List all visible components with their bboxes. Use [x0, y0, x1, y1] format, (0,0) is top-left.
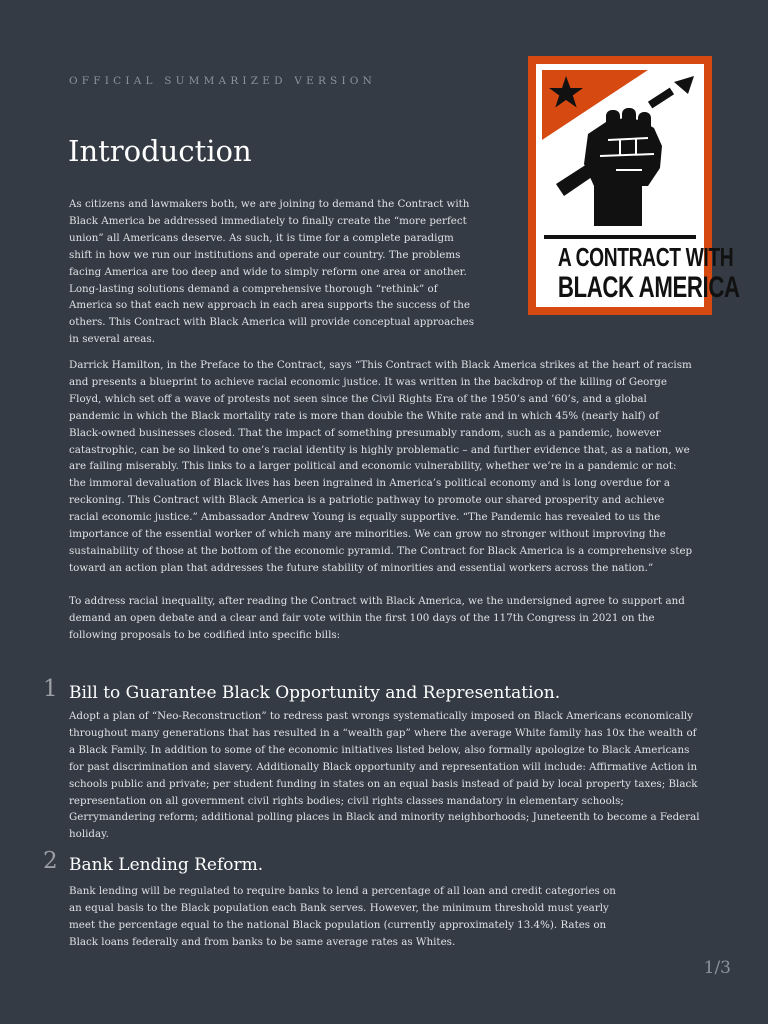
- logo-text-line2: BLACK AMERICA: [557, 271, 740, 304]
- bill-body-2: Bank lending will be regulated to require banks to lend a percentage of all loan and credit categories on an equal basis to the Black population each Bank serves. However, the minimum threshold must yearly meet the percentage equal to the national Black population (currently approximately 13.4%). Rates on Black loans federally and from banks to be same average rates as Whites.: [69, 885, 616, 948]
- contract-logo: [528, 56, 740, 315]
- bill-number-2: 2: [43, 848, 58, 874]
- logo-text-line1: A CONTRACT WITH: [557, 242, 734, 272]
- intro-paragraph-3: To address racial inequality, after reading the Contract with Black America, we the undersigned agree to support and demand an open debate and a clear and fair vote within the first 100 days of the 117th Congress in 2021 on the following proposals to be codified into specific bills:: [69, 595, 685, 641]
- raised-fist-with-pen-icon: [536, 64, 704, 234]
- fist-icon: [584, 108, 662, 226]
- intro-paragraph-2: Darrick Hamilton, in the Preface to the Contract, says “This Contract with Black America strikes at the heart of racism and presents a blueprint to achieve racial economic justice. It was written in the backdrop of the killing of George Floyd, which set off a wave of protests not seen since the Civil Rights Era of the 1950’s and ’60’s, and a global pandemic in which the Black mortality rate is more than double the White rate and in which 45% (nearly half) of Black-owned businesses closed. That the impact of something presumably random, such as a pandemic, however catastrophic, can be so linked to one’s racial identity is highly problematic – and further evidence that, as a nation, we are failing miserably. This links to a larger political and economic vulnerability, whether we’re in a pandemic or not: the immoral devaluation of Black lives has been ingrained in America’s political economy and is long overdue for a reckoning. This Contract with Black America is a patriotic pathway to promote our shared prosperity and achieve racial economic justice.” Ambassador Andrew Young is equally supportive. “The Pandemic has revealed to us the importance of the essential worker of which many are minorities. We can grow no stronger without improving the sustainability of those at the bottom of the economic pyramid. The Contract for Black America is a comprehensive step toward an action plan that addresses the future stability of minorities and essential workers across the nation.”: [69, 359, 693, 574]
- bill-body-1: Adopt a plan of “Neo-Reconstruction” to redress past wrongs systematically imposed on Black Americans economically throughout many generations that has resulted in a “wealth gap” where the average White family has 10x the wealth of a Black Family. In addition to some of the economic initiatives listed below, also formally apologize to Black Americans for past discrimination and slavery. Additionally Black opportunity and representation will include: Affirmative Action in schools public and private; per student funding in states on an equal basis instead of paid by local property taxes; Black representation on all government civil rights bodies; civil rights classes mandatory in elementary schools; Gerrymandering reform; additional polling places in Black and minority neighborhoods; Juneteenth to become a Federal holiday.: [69, 710, 700, 841]
- bill-title-1: Bill to Guarantee Black Opportunity and Representation.: [69, 683, 561, 703]
- page-title: Introduction: [68, 134, 252, 168]
- logo-divider: [544, 235, 696, 239]
- page-number: 1/3: [703, 958, 731, 978]
- intro-paragraph-1: As citizens and lawmakers both, we are joining to demand the Contract with Black America be addressed immediately to finally create the “more perfect union” all Americans deserve. As such, it is time for a complete paradigm shift in how we run our institutions and operate our country. The problems facing America are too deep and wide to simply reform one area or another. Long-lasting solutions demand a comprehensive thorough “rethink” of America so that each new approach in each area supports the success of the others. This Contract with Black America will provide conceptual approaches in several areas.: [69, 198, 474, 346]
- bill-number-1: 1: [43, 676, 58, 702]
- logo-inner: [536, 64, 740, 307]
- kicker: OFFICIAL SUMMARIZED VERSION: [69, 75, 376, 87]
- bill-title-2: Bank Lending Reform.: [69, 855, 264, 875]
